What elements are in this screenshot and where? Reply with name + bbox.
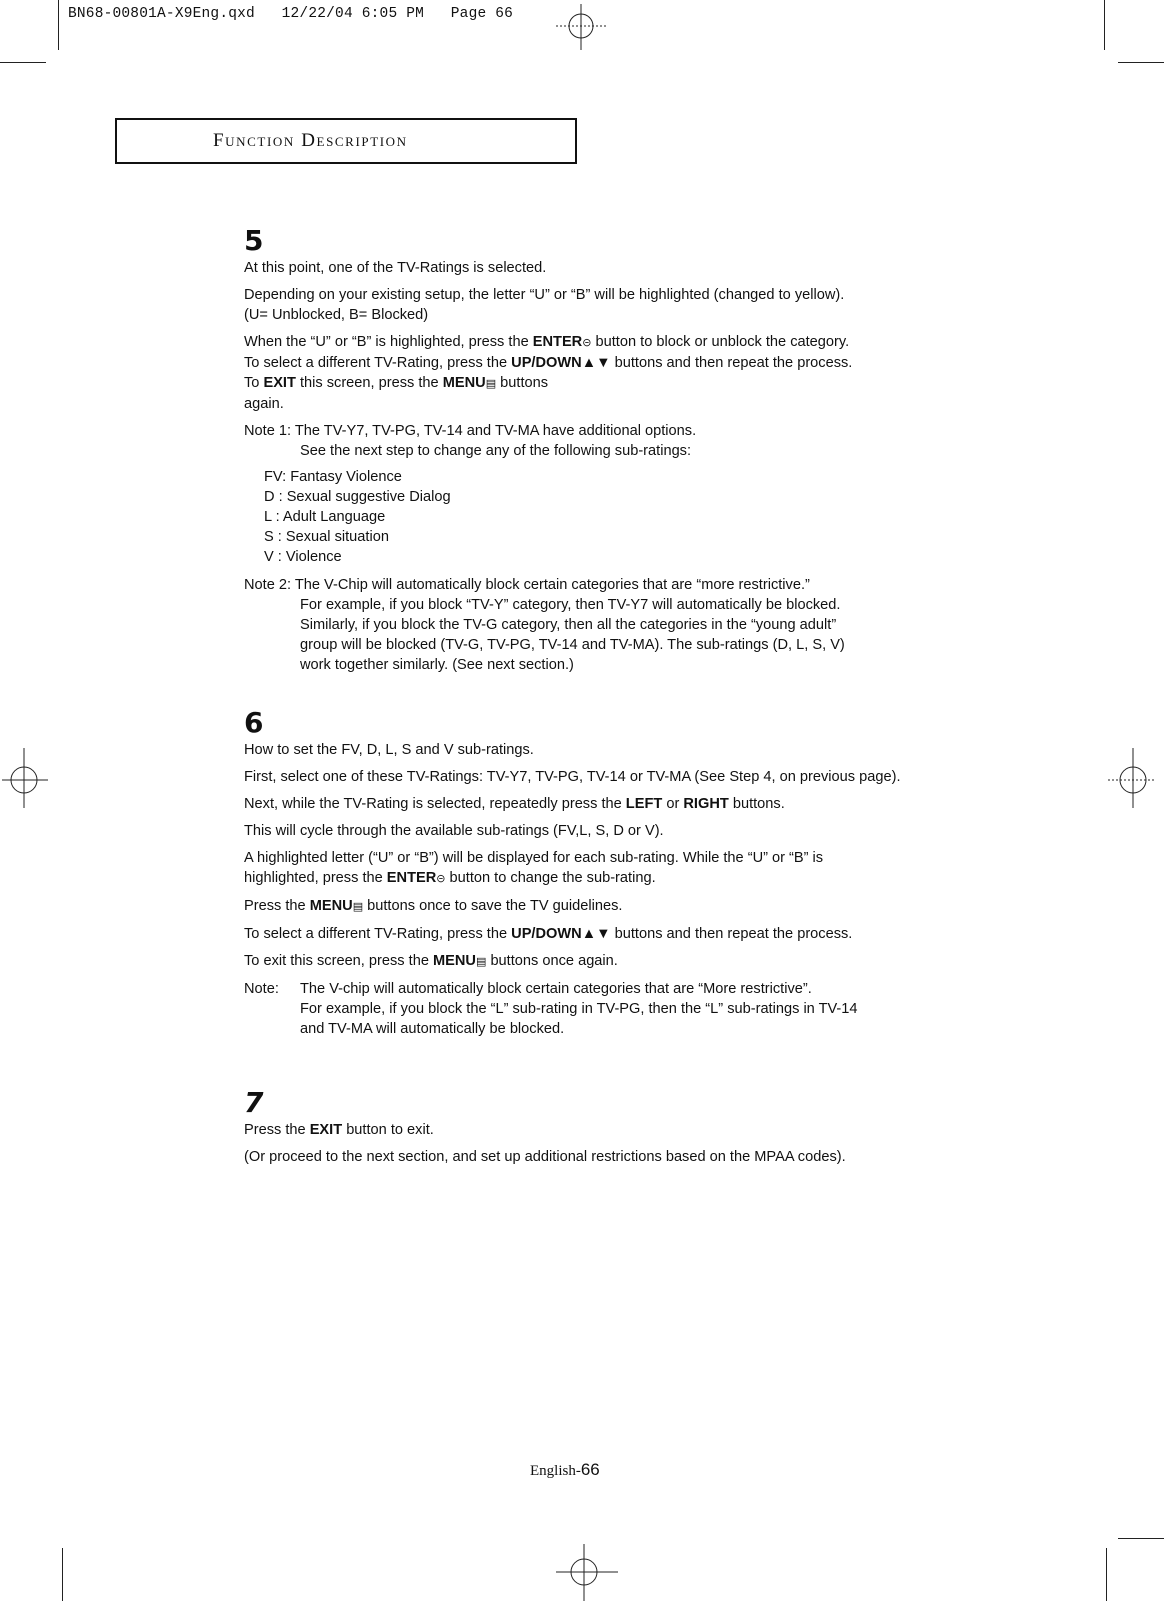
section-header bbox=[115, 118, 577, 164]
enter-icon: ⊝ bbox=[582, 337, 592, 349]
paragraph: To select a different TV-Rating, press the UP/DOWN▲▼ buttons and then repeat the process. bbox=[244, 355, 853, 371]
paragraph: Press the EXIT button to exit. bbox=[244, 1122, 434, 1138]
registration-mark-icon bbox=[556, 1544, 618, 1601]
paragraph: When the “U” or “B” is highlighted, press the ENTER⊝ button to block or unblock the category. bbox=[244, 334, 850, 350]
list-item: D : Sexual suggestive Dialog bbox=[264, 489, 451, 505]
step-number: 5 bbox=[244, 224, 264, 257]
paragraph: At this point, one of the TV-Ratings is selected. bbox=[244, 260, 547, 276]
print-slug: BN68-00801A-X9Eng.qxd 12/22/04 6:05 PM Page 66 bbox=[68, 6, 514, 22]
menu-button-label: MENU bbox=[442, 375, 486, 391]
paragraph: To select a different TV-Rating, press the UP/DOWN▲▼ buttons and then repeat the process. bbox=[244, 926, 853, 942]
enter-button-label: ENTER bbox=[386, 870, 437, 886]
step-7 bbox=[244, 1088, 846, 1174]
step-number: 7 bbox=[244, 1086, 264, 1119]
paragraph: To exit this screen, press the MENU▤ buttons once again. bbox=[244, 953, 618, 969]
page-number: 66 bbox=[580, 1460, 600, 1479]
paragraph: To EXIT this screen, press the MENU▤ buttons bbox=[244, 375, 549, 391]
left-button-label: LEFT bbox=[625, 796, 663, 812]
menu-icon: ▤ bbox=[485, 378, 497, 390]
note-2-continued: group will be blocked (TV-G, TV-PG, TV-14 and TV-MA). The sub-ratings (D, L, S, V) bbox=[300, 637, 845, 653]
paragraph: First, select one of these TV-Ratings: TV-Y7, TV-PG, TV-14 or TV-MA (See Step 4, on previous page). bbox=[244, 769, 901, 785]
step-6 bbox=[244, 708, 901, 1046]
menu-icon: ▤ bbox=[475, 956, 487, 968]
list-item: L : Adult Language bbox=[264, 509, 386, 525]
up-down-button-label: UP/DOWN▲▼ bbox=[511, 926, 611, 942]
crop-mark bbox=[62, 1548, 63, 1601]
note: Note: The V-chip will automatically block certain categories that are “More restrictive”. bbox=[244, 981, 812, 997]
crop-mark bbox=[58, 0, 59, 50]
paragraph: This will cycle through the available sub-ratings (FV,L, S, D or V). bbox=[244, 823, 664, 839]
list-item: FV: Fantasy Violence bbox=[264, 469, 402, 485]
crop-mark bbox=[1118, 62, 1164, 63]
registration-mark-icon bbox=[2, 748, 52, 808]
paragraph: again. bbox=[244, 396, 284, 412]
menu-button-label: MENU bbox=[309, 898, 353, 914]
step-number: 6 bbox=[244, 706, 264, 739]
crop-mark bbox=[1106, 1548, 1107, 1601]
note-1-continued: See the next step to change any of the following sub-ratings: bbox=[300, 443, 692, 459]
paragraph: How to set the FV, D, L, S and V sub-ratings. bbox=[244, 742, 534, 758]
crop-mark bbox=[1118, 1538, 1164, 1539]
list-item: S : Sexual situation bbox=[264, 529, 389, 545]
menu-button-label: MENU bbox=[433, 953, 476, 969]
note-2-continued: Similarly, if you block the TV-G category, then all the categories in the “young adult” bbox=[300, 617, 837, 633]
footer-language: English- bbox=[530, 1463, 581, 1479]
note-continued: For example, if you block the “L” sub-rating in TV-PG, then the “L” sub-ratings in TV-14 bbox=[300, 1001, 858, 1017]
list-item: V : Violence bbox=[264, 549, 342, 565]
paragraph: (U= Unblocked, B= Blocked) bbox=[244, 307, 429, 323]
note-2-continued: For example, if you block “TV-Y” category, then TV-Y7 will automatically be blocked. bbox=[300, 597, 841, 613]
paragraph: Next, while the TV-Rating is selected, repeatedly press the LEFT or RIGHT buttons. bbox=[244, 796, 785, 812]
enter-icon: ⊝ bbox=[436, 873, 446, 885]
note-label: Note: bbox=[244, 981, 279, 997]
note-1: Note 1: The TV-Y7, TV-PG, TV-14 and TV-MA have additional options. bbox=[244, 423, 697, 439]
page-footer bbox=[530, 1460, 600, 1480]
paragraph: Press the MENU▤ buttons once to save the TV guidelines. bbox=[244, 898, 623, 914]
note-2-continued: work together similarly. (See next section.) bbox=[300, 657, 574, 673]
registration-mark-icon bbox=[1106, 748, 1156, 808]
note-continued: and TV-MA will automatically be blocked. bbox=[300, 1021, 565, 1037]
sub-rating-list bbox=[244, 467, 852, 567]
enter-button-label: ENTER bbox=[532, 334, 583, 350]
paragraph: A highlighted letter (“U” or “B”) will be displayed for each sub-rating. While the “U” or “B” is bbox=[244, 850, 824, 866]
section-title: Function Description bbox=[213, 130, 408, 151]
registration-mark-icon bbox=[556, 4, 606, 50]
exit-button-label: EXIT bbox=[309, 1122, 343, 1138]
step-5 bbox=[244, 226, 852, 682]
menu-icon: ▤ bbox=[352, 901, 364, 913]
up-down-button-label: UP/DOWN▲▼ bbox=[511, 355, 611, 371]
paragraph: highlighted, press the ENTER⊝ button to change the sub-rating. bbox=[244, 870, 656, 886]
crop-mark bbox=[0, 62, 46, 63]
right-button-label: RIGHT bbox=[683, 796, 729, 812]
crop-mark bbox=[1104, 0, 1105, 50]
note-2: Note 2: The V-Chip will automatically block certain categories that are “more restrictive.” bbox=[244, 577, 810, 593]
paragraph: Depending on your existing setup, the letter “U” or “B” will be highlighted (changed to yellow). bbox=[244, 287, 845, 303]
paragraph: (Or proceed to the next section, and set up additional restrictions based on the MPAA codes). bbox=[244, 1149, 846, 1165]
